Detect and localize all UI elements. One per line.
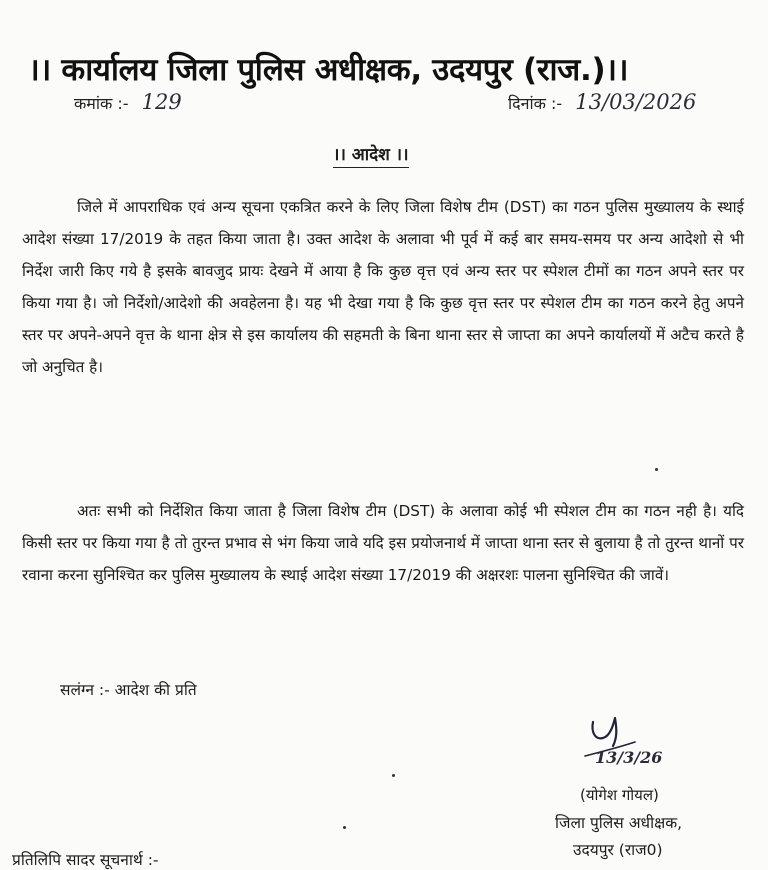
order-title: ।। आदेश ।।: [333, 142, 409, 168]
signatory-designation: जिला पुलिस अधीक्षक,: [555, 814, 683, 832]
paragraph-2: [22, 495, 744, 591]
date-block: [508, 90, 696, 114]
paragraph-1: [22, 191, 744, 383]
reference-number: 129: [141, 90, 182, 114]
paragraph-2-text: अतः सभी को निर्देशित किया जाता है जिला विशेष टीम (DST) के अलावा कोई भी स्पेशल टीम का गठन नही है। यदि किसी स्तर पर किया गया है तो तुरन्त प्रभाव से भंग किया जावे यदि इस प्रयोजनार्थ में जाप्ता थाना स्तर से बुलाया है तो तुरन्त थानों पर रवाना करना सुनिश्चित कर पुलिस मुख्यालय के स्थाई आदेश संख्या 17/2019 की अक्षरशः पालना सुनिश्चित की जावें।: [22, 502, 744, 584]
office-heading: ।। कार्यालय जिला पुलिस अधीक्षक, उदयपुर (राज.)।।: [28, 52, 629, 88]
paragraph-1-text: जिले में आपराधिक एवं अन्य सूचना एकत्रित करने के लिए जिला विशेष टीम (DST) का गठन पुलिस मुख्यालय के स्थाई आदेश संख्या 17/2019 के तहत किया जाता है। उक्त आदेश के अलावा भी पूर्व में कई बार समय-समय पर अन्य आदेशो से भी निर्देश जारी किए गये है इसके बावजुद प्रायः देखने में आया है कि कुछ वृत्त एवं अन्य स्तर पर स्पेशल टीमों का गठन अपने स्तर पर किया गया है। जो निर्देशो/आदेशो की अवहेलना है। यह भी देखा गया है कि कुछ वृत्त स्तर पर स्पेशल टीम का गठन करने हेतु अपने स्तर पर अपने-अपने वृत्त के थाना क्षेत्र से इस कार्यालय की सहमती के बिना थाना स्तर से जाप्ता का अपने कार्यालयों में अटैच करते है जो अनुचित है।: [22, 198, 744, 376]
signature-block: [555, 712, 755, 862]
date-value: 13/03/2026: [575, 90, 697, 114]
page-speck: [392, 774, 395, 777]
page-speck: [343, 826, 346, 829]
reference-label: कमांक :-: [74, 94, 129, 113]
enclosure-line: सलंग्न :- आदेश की प्रति: [60, 681, 197, 699]
page-speck: [655, 468, 658, 471]
signature-date: 13/3/26: [595, 748, 663, 767]
reference-number-block: [74, 90, 182, 114]
copy-to-line: प्रतिलिपि सादर सूचनार्थ :-: [12, 851, 159, 869]
signatory-place: उदयपुर (राज0): [573, 841, 663, 859]
reference-row: [0, 90, 768, 126]
date-label: दिनांक :-: [508, 94, 563, 113]
signatory-name: (योगेश गोयल): [580, 786, 659, 804]
